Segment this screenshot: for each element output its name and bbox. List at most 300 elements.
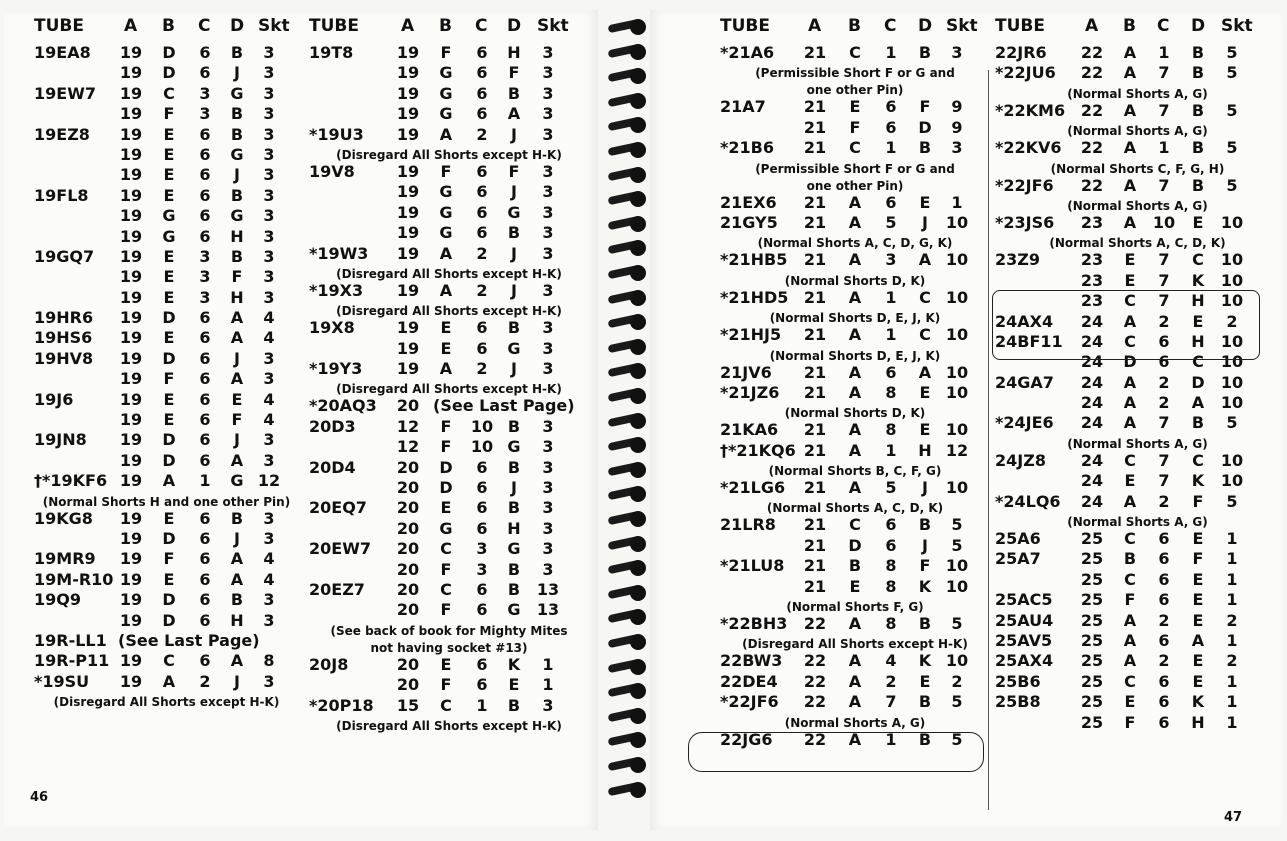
value-b: E (440, 654, 452, 674)
value-b: C (849, 515, 861, 535)
value-skt: 10 (1220, 250, 1244, 270)
table-row (309, 497, 589, 517)
table-row (34, 103, 299, 123)
value-skt: 3 (263, 104, 275, 124)
tube-name: *19W3 (309, 243, 369, 263)
value-d: J (234, 430, 240, 450)
value-skt: 3 (263, 63, 275, 83)
value-skt: 3 (263, 124, 275, 144)
note-text: (Normal Shorts A, C, D, K) (1049, 236, 1226, 251)
value-b: D (1123, 352, 1137, 372)
value-a: 21 (803, 325, 827, 345)
value-c: 2 (476, 359, 488, 379)
note-row (309, 620, 589, 637)
value-a: 19 (396, 318, 420, 338)
value-c: 7 (1158, 250, 1170, 270)
value-a: 20 (396, 579, 420, 599)
coil-hole (630, 560, 646, 576)
value-c: 6 (476, 104, 488, 124)
value-a: 19 (396, 161, 420, 181)
note-row (309, 263, 589, 280)
coil-hole (630, 19, 646, 35)
table-row (34, 528, 299, 548)
coil-hole (630, 486, 646, 502)
value-a: 25 (1080, 651, 1104, 671)
value-a: 25 (1080, 529, 1104, 549)
table-row (34, 450, 299, 470)
note-text: (Normal Shorts A, G) (1067, 515, 1208, 530)
value-c: 6 (1158, 331, 1170, 351)
header-tube: TUBE (995, 16, 1045, 36)
table-row (34, 389, 299, 409)
value-d: J (234, 348, 240, 368)
value-c: 1 (885, 43, 897, 62)
value-b: B (1123, 549, 1137, 569)
value-a: 21 (803, 440, 827, 460)
value-a: 19 (119, 246, 143, 266)
value-d: H (1191, 331, 1205, 351)
value-d: G (230, 144, 244, 164)
tube-name: *19U3 (309, 124, 364, 144)
value-a: 19 (119, 508, 143, 528)
value-b: F (163, 549, 175, 569)
value-b: E (1124, 471, 1136, 491)
value-c: 2 (1158, 491, 1170, 511)
value-c: 6 (199, 508, 211, 528)
header-b: B (439, 16, 452, 36)
value-a: 24 (1080, 311, 1104, 331)
spiral-coil (608, 387, 648, 405)
table-row (995, 610, 1280, 630)
tube-name: *21JZ6 (720, 382, 780, 402)
spiral-coil (608, 559, 648, 577)
value-b: A (162, 671, 176, 691)
value-skt: 10 (945, 325, 969, 345)
value-skt: 3 (263, 430, 275, 450)
table-row (34, 226, 299, 246)
value-d: H (918, 440, 932, 460)
note-text: (Permissible Short F or G and (755, 66, 955, 81)
value-b: E (440, 318, 452, 338)
value-b: A (848, 651, 862, 671)
header-d: D (1191, 16, 1206, 36)
value-c: 6 (476, 223, 488, 243)
value-d: K (918, 576, 932, 596)
table-row (34, 185, 299, 205)
value-b: A (848, 212, 862, 232)
value-a: 19 (119, 389, 143, 409)
value-a: 20 (396, 600, 420, 620)
table-row (309, 103, 589, 123)
note-text: (Normal Shorts D, K) (784, 273, 926, 288)
table-row (309, 395, 589, 415)
table-row (309, 436, 589, 456)
value-d: B (1191, 138, 1205, 158)
value-skt: 4 (263, 308, 275, 328)
value-d: J (922, 535, 928, 555)
value-b: G (439, 104, 453, 124)
value-b: C (1124, 671, 1136, 691)
note-row (720, 712, 990, 729)
value-a: 19 (119, 450, 143, 470)
table-row (309, 559, 589, 579)
value-d: E (919, 671, 931, 691)
value-b: F (440, 600, 452, 620)
note-row (720, 402, 990, 419)
note-row (309, 637, 589, 654)
value-a: 21 (803, 43, 827, 62)
tube-name: 19EZ8 (34, 124, 90, 144)
value-b: F (163, 369, 175, 389)
spiral-coil (608, 239, 648, 257)
value-a: 22 (1080, 175, 1104, 195)
value-c: 3 (199, 267, 211, 287)
value-a: 22 (1080, 43, 1104, 62)
value-a: 25 (1080, 712, 1104, 732)
table-row (309, 280, 589, 300)
value-skt: 3 (263, 246, 275, 266)
value-c: 1 (199, 471, 211, 491)
value-d: F (919, 97, 931, 117)
value-skt: 3 (542, 478, 554, 498)
table-row (34, 246, 299, 266)
value-d: F (508, 161, 520, 181)
value-d: B (507, 223, 521, 243)
value-c: 1 (885, 729, 897, 749)
table-row (309, 674, 589, 694)
table-row (720, 535, 990, 555)
value-d: H (230, 610, 244, 630)
note-row (720, 175, 990, 192)
column-header (720, 16, 990, 40)
value-d: B (230, 43, 244, 62)
value-c: 6 (199, 206, 211, 226)
value-d: J (234, 671, 240, 691)
value-c: 6 (199, 328, 211, 348)
value-b: A (848, 440, 862, 460)
value-a: 19 (119, 610, 143, 630)
value-skt: 3 (542, 104, 554, 124)
tube-name: 19T8 (309, 43, 354, 62)
value-skt: 3 (263, 610, 275, 630)
table-row (34, 548, 299, 568)
header-d: D (230, 16, 245, 36)
value-c: 6 (1158, 630, 1170, 650)
value-b: D (162, 348, 176, 368)
table-row (309, 83, 589, 103)
value-c: 6 (476, 675, 488, 695)
value-a: 20 (396, 559, 420, 579)
value-d: C (919, 325, 931, 345)
value-a: 19 (119, 549, 143, 569)
coil-hole (630, 167, 646, 183)
note-text: (Normal Shorts D, E, J, K) (769, 348, 941, 363)
table-row (995, 712, 1280, 732)
value-d: B (230, 590, 244, 610)
coil-hole (630, 191, 646, 207)
spiral-coil (608, 731, 648, 749)
value-a: 12 (396, 416, 420, 436)
value-d: J (511, 243, 517, 263)
value-b: E (163, 246, 175, 266)
note-text: (Normal Shorts B, C, F, G) (768, 464, 942, 479)
tube-name: *21B6 (720, 138, 774, 158)
value-skt: 3 (263, 267, 275, 287)
value-a: 21 (803, 576, 827, 596)
value-skt: 5 (951, 515, 963, 535)
value-skt: 10 (945, 478, 969, 498)
value-skt: 1 (1226, 671, 1238, 691)
note-text: (Normal Shorts A, G) (1067, 86, 1208, 101)
tube-name: 22JG6 (720, 729, 773, 749)
value-b: F (440, 161, 452, 181)
spiral-coil (608, 781, 648, 799)
table-row (34, 42, 299, 62)
header-c: C (198, 16, 211, 36)
tube-name: *24JE6 (995, 413, 1054, 433)
tube-name: 20D3 (309, 416, 356, 436)
value-b: C (163, 651, 175, 671)
value-c: 6 (476, 338, 488, 358)
tube-name: 19X8 (309, 318, 355, 338)
header-a: A (124, 16, 138, 36)
value-b: C (1124, 569, 1136, 589)
table-row (34, 409, 299, 429)
value-a: 19 (119, 287, 143, 307)
table-row (720, 287, 990, 307)
value-skt: 1 (542, 654, 554, 674)
note-row (995, 120, 1280, 137)
value-c: 8 (885, 556, 897, 576)
note-row (720, 158, 990, 175)
value-d: E (1192, 590, 1204, 610)
value-skt: 10 (945, 287, 969, 307)
value-c: 7 (1158, 63, 1170, 83)
table-row (34, 569, 299, 589)
value-d: B (507, 457, 521, 477)
tube-name: *21HJ5 (720, 325, 782, 345)
table-row (995, 372, 1280, 392)
header-b: B (848, 16, 861, 36)
value-b: E (163, 410, 175, 430)
value-d: E (1192, 311, 1204, 331)
spiral-coil (608, 658, 648, 676)
value-a: 22 (803, 671, 827, 691)
tube-name: 20D4 (309, 457, 356, 477)
value-b: E (440, 498, 452, 518)
table-row (720, 440, 990, 460)
tube-name: 20EW7 (309, 539, 371, 559)
value-d: F (919, 556, 931, 576)
value-skt: 10 (1220, 471, 1244, 491)
table-row (34, 164, 299, 184)
table-row (720, 477, 990, 497)
value-b: A (1123, 311, 1137, 331)
header-skt: Skt (258, 16, 290, 36)
value-d: D (1191, 372, 1205, 392)
value-c: 6 (885, 362, 897, 382)
spiral-coil (608, 633, 648, 651)
value-skt: 1 (951, 192, 963, 212)
table-row (309, 599, 589, 619)
value-d: C (1192, 250, 1204, 270)
value-a: 19 (119, 528, 143, 548)
spiral-coil (608, 461, 648, 479)
value-skt: 5 (1226, 413, 1238, 433)
table-row (309, 695, 589, 715)
header-c: C (475, 16, 488, 36)
value-c: 6 (1158, 692, 1170, 712)
value-a: 24 (1080, 352, 1104, 372)
value-a: 25 (1080, 590, 1104, 610)
table-row (34, 205, 299, 225)
note-row (995, 232, 1280, 249)
tube-name: *21HD5 (720, 287, 789, 307)
value-skt: 5 (1226, 138, 1238, 158)
spiral-coil (608, 43, 648, 61)
value-c: 1 (885, 325, 897, 345)
value-d: A (1191, 630, 1205, 650)
value-skt: 3 (263, 83, 275, 103)
value-d: G (230, 471, 244, 491)
value-a: 21 (803, 250, 827, 270)
value-c: 3 (199, 287, 211, 307)
spiral-coil (608, 289, 648, 307)
spiral-coil (608, 338, 648, 356)
value-skt: 3 (263, 508, 275, 528)
tube-name: 23Z9 (995, 250, 1040, 270)
table-row (995, 569, 1280, 589)
value-skt: 10 (1220, 270, 1244, 290)
value-a: 19 (396, 124, 420, 144)
tube-name: 19R-LL1 (34, 630, 107, 650)
value-a: 22 (1080, 138, 1104, 158)
coil-hole (630, 708, 646, 724)
tube-name: †*19KF6 (34, 471, 108, 491)
value-c: 10 (470, 416, 494, 436)
table-row (309, 358, 589, 378)
table-row (720, 576, 990, 596)
note-row (720, 460, 990, 477)
value-d: B (230, 508, 244, 528)
table-row (720, 555, 990, 575)
value-skt: 1 (1226, 630, 1238, 650)
value-skt: 10 (945, 212, 969, 232)
value-a: 24 (1080, 491, 1104, 511)
tube-name: 19HR6 (34, 308, 94, 328)
value-b: A (848, 671, 862, 691)
table-row (720, 249, 990, 269)
value-a: 21 (803, 212, 827, 232)
tube-name: 19GQ7 (34, 246, 95, 266)
tube-name: *22JU6 (995, 63, 1056, 83)
value-c: 7 (1158, 270, 1170, 290)
value-b: C (440, 539, 452, 559)
value-c: 3 (885, 250, 897, 270)
value-a: 21 (803, 138, 827, 158)
value-d: C (1192, 352, 1204, 372)
note-row (995, 195, 1280, 212)
value-skt: 10 (1220, 352, 1244, 372)
table-row (309, 42, 589, 62)
value-c: 10 (1152, 212, 1176, 232)
value-b: A (848, 192, 862, 212)
note-text: (Normal Shorts A, G) (1067, 124, 1208, 139)
table-row (995, 450, 1280, 470)
tube-name: *19X3 (309, 280, 364, 300)
value-c: 10 (470, 437, 494, 457)
value-b: E (163, 144, 175, 164)
value-d: G (230, 83, 244, 103)
tube-name: 19KG8 (34, 508, 93, 528)
value-b: A (1123, 212, 1137, 232)
table-row (720, 650, 990, 670)
spiral-coil (608, 92, 648, 110)
value-b: E (440, 338, 452, 358)
coil-hole (630, 683, 646, 699)
tube-name: 19EA8 (34, 43, 91, 62)
value-a: 19 (119, 165, 143, 185)
coil-hole (630, 585, 646, 601)
value-skt: 10 (945, 576, 969, 596)
value-a: 23 (1080, 270, 1104, 290)
coil-hole (630, 314, 646, 330)
value-skt: 10 (945, 651, 969, 671)
note-row (720, 307, 990, 324)
value-d: C (1192, 450, 1204, 470)
value-a: 24 (1080, 471, 1104, 491)
spiral-coil (608, 756, 648, 774)
table-row (34, 83, 299, 103)
value-b: A (848, 729, 862, 749)
tube-name: *21HB5 (720, 250, 788, 270)
value-a: 19 (396, 223, 420, 243)
page-number-left: 46 (30, 790, 49, 805)
value-c: 6 (1158, 352, 1170, 372)
note-row (309, 300, 589, 317)
table-row (34, 144, 299, 164)
table-row (309, 243, 589, 263)
value-b: E (163, 185, 175, 205)
value-c: 6 (199, 165, 211, 185)
value-skt: 1 (542, 675, 554, 695)
value-skt: 3 (542, 518, 554, 538)
value-b: F (440, 675, 452, 695)
tube-name: 19Q9 (34, 590, 81, 610)
tube-name: *20AQ3 (309, 396, 377, 416)
value-c: 2 (1158, 311, 1170, 331)
table-row (34, 62, 299, 82)
value-skt: 3 (542, 437, 554, 457)
coil-hole (630, 536, 646, 552)
value-c: 6 (476, 161, 488, 181)
value-c: 2 (476, 124, 488, 144)
value-b: C (1124, 529, 1136, 549)
value-a: 25 (1080, 610, 1104, 630)
value-b: A (1123, 491, 1137, 511)
table-row (720, 613, 990, 633)
value-skt: 1 (1226, 712, 1238, 732)
value-a: 21 (803, 287, 827, 307)
note-text: (Normal Shorts D, K) (784, 406, 926, 421)
value-skt: 5 (1226, 63, 1238, 83)
table-row (995, 412, 1280, 432)
note-row (34, 691, 299, 708)
value-d: H (230, 287, 244, 307)
note-row (995, 511, 1280, 528)
value-d: B (230, 246, 244, 266)
spiral-coil (608, 608, 648, 626)
